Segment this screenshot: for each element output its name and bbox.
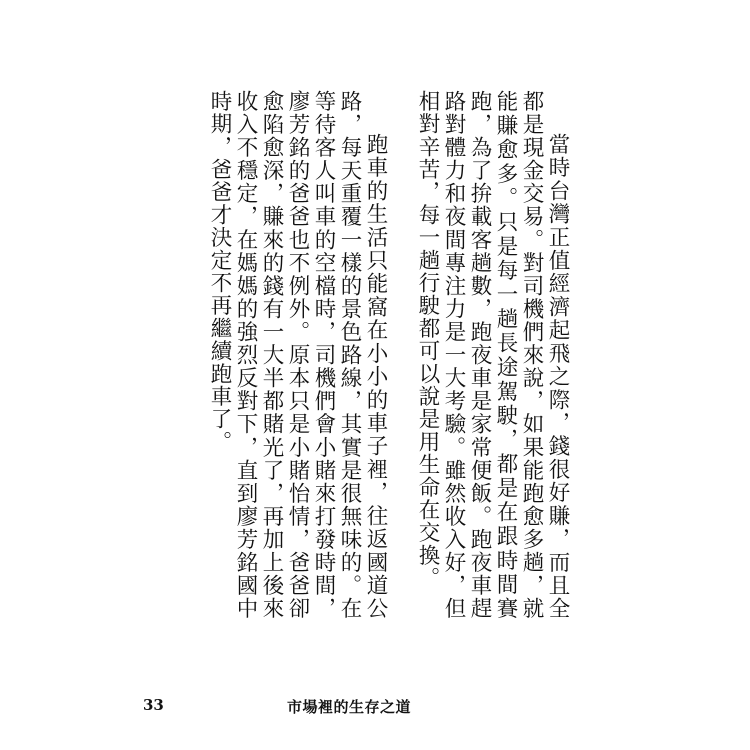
running-title: 市場裡的生存之道 xyxy=(287,698,412,716)
page-footer xyxy=(0,696,750,720)
body-text xyxy=(206,90,570,620)
paragraph-2: 跑車的生活只能窩在小小的車子裡，往返國道公路，每天重覆一樣的景色路線，其實是很無味的。在等待客人叫車的空檔時，司機們會小賭來打發時間，廖芳銘的爸爸也不例外。原本只是小賭怡情，爸爸卻愈陷愈深，賺來的錢有一大半都賭光了，再加上後來收入不穩定，在媽媽的強烈反對下，直到廖芳銘國中時期，爸爸才決定不再繼續跑車了。 xyxy=(207,90,388,620)
paragraph-1: 當時台灣正值經濟起飛之際，錢很好賺，而且全都是現金交易。對司機們來說，如果能跑愈多趟，就能賺愈多。只是每一趟長途駕駛，都是在跟時間賽跑，為了拚載客趟數，跑夜車是家常便飯。跑夜車趕路對體力和夜間專注力是一大考驗。雖然收入好，但相對辛苦，每一趟行駛都可以說是用生命在交換。 xyxy=(415,90,570,620)
page-number: 33 xyxy=(143,696,164,714)
